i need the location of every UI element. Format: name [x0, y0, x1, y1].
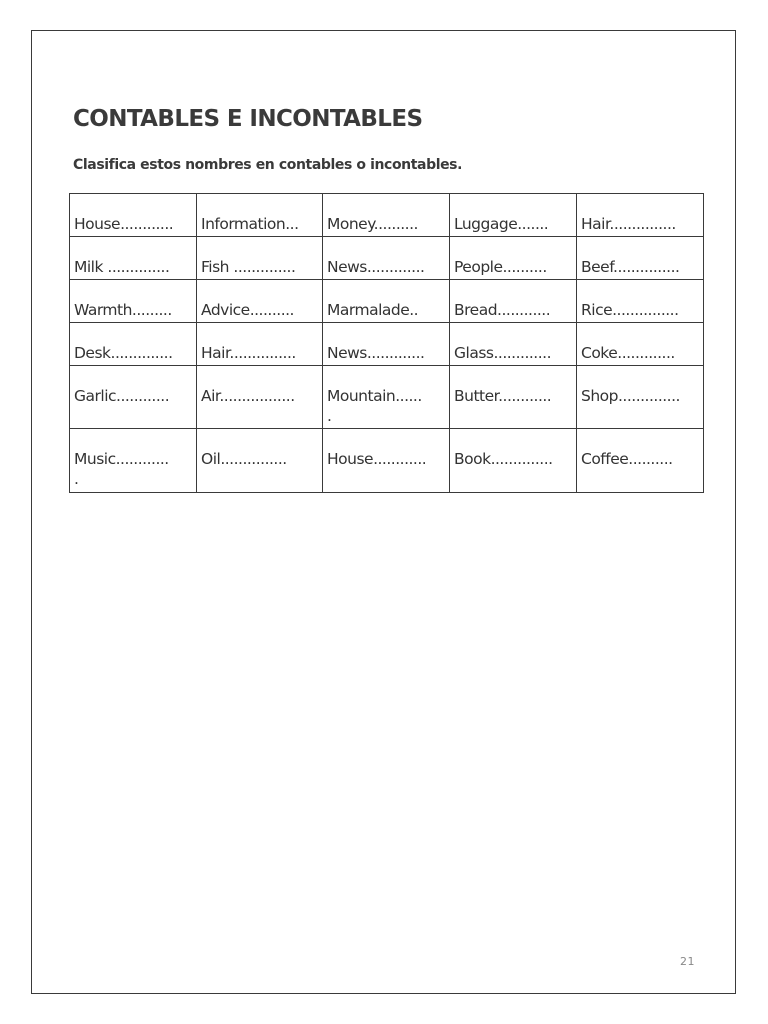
table-cell: Glass............. [450, 323, 577, 366]
table-row [70, 194, 704, 237]
table-cell: Bread............ [450, 280, 577, 323]
table-row [70, 429, 704, 493]
table-cell: Oil............... [197, 429, 323, 493]
table-cell: Coke............. [577, 323, 704, 366]
worksheet-instruction: Clasifica estos nombres en contables o incontables. [73, 157, 463, 173]
table-cell: House............ [70, 194, 197, 237]
table-cell: Coffee.......... [577, 429, 704, 493]
page-border [31, 30, 736, 994]
table-cell: Book.............. [450, 429, 577, 493]
noun-classification-table [69, 193, 704, 493]
table-row [70, 366, 704, 429]
table-row [70, 237, 704, 280]
table-row [70, 323, 704, 366]
table-cell: News............. [323, 323, 450, 366]
table-cell: House............ [323, 429, 450, 493]
table-cell: Beef............... [577, 237, 704, 280]
table-cell: Garlic............ [70, 366, 197, 429]
table-cell: Fish .............. [197, 237, 323, 280]
table-cell: Shop.............. [577, 366, 704, 429]
table-cell: Money.......... [323, 194, 450, 237]
worksheet-title: CONTABLES E INCONTABLES [73, 106, 423, 132]
table-cell: Butter............ [450, 366, 577, 429]
table-cell: Rice............... [577, 280, 704, 323]
table-cell: Hair............... [577, 194, 704, 237]
table-row [70, 280, 704, 323]
table-cell: Music............ . [70, 429, 197, 493]
table-cell: Warmth......... [70, 280, 197, 323]
table-cell: People.......... [450, 237, 577, 280]
table-cell: Advice.......... [197, 280, 323, 323]
table-cell: Milk .............. [70, 237, 197, 280]
table-cell: Marmalade.. [323, 280, 450, 323]
table-cell: Luggage....... [450, 194, 577, 237]
table-cell: Desk.............. [70, 323, 197, 366]
table-cell: Air................. [197, 366, 323, 429]
table-cell: Information... [197, 194, 323, 237]
table-cell: News............. [323, 237, 450, 280]
page-number: 21 [680, 955, 695, 968]
table-cell: Mountain...... . [323, 366, 450, 429]
table-cell: Hair............... [197, 323, 323, 366]
